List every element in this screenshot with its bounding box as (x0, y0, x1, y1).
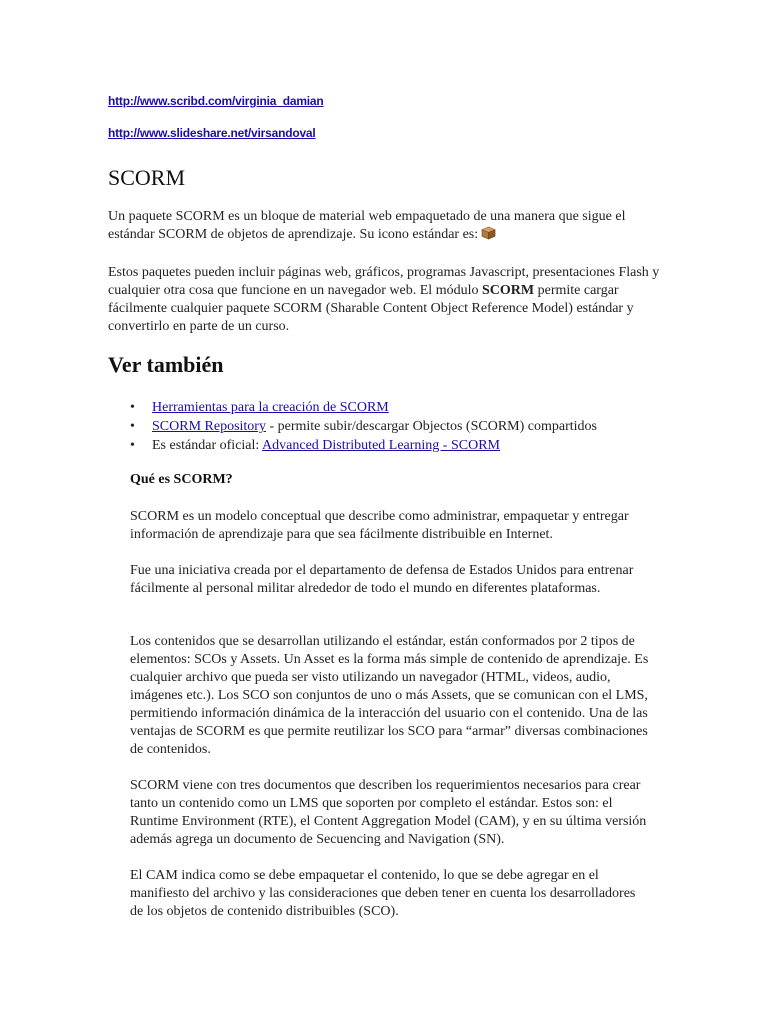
list-item (130, 436, 597, 455)
see-also-list (130, 398, 597, 455)
scorm-packages-text-before: Estos paquetes pueden incluir páginas web, gráficos, programas Javascript, presentaciones Flash y cualquier otra cosa que funcione en un navegador web. El módulo (108, 265, 660, 298)
scorm-tools-link[interactable]: Herramientas para la creación de SCORM (152, 400, 389, 415)
scorm-intro-text: Un paquete SCORM es un bloque de material web empaquetado de una manera que sigue el estándar SCORM de objetos de aprendizaje. Su icono estándar es: (108, 209, 626, 242)
definition-paragraph: SCORM es un modelo conceptual que describe como administrar, empaquetar y entregar información de aprendizaje para que sea fácilmente distribuible en Internet. (130, 509, 629, 542)
list-item (130, 398, 597, 417)
scorm-intro-paragraph (108, 208, 668, 244)
bullet-icon: • (130, 400, 135, 415)
adl-scorm-link[interactable]: Advanced Distributed Learning - SCORM (262, 438, 500, 453)
cam-paragraph: El CAM indica como se debe empaquetar el contenido, lo que se debe agregar en el manifiesto del archivo y las consideraciones que deben tener en cuenta los desarrolladores de los objetos de contenido distribuibles (SCO). (130, 868, 636, 919)
bullet-icon: • (130, 419, 135, 434)
documents-paragraph: SCORM viene con tres documentos que describen los requerimientos necesarios para crear tanto un contenido como un LMS que soporten por completo el estándar. Estos son: el Runtime Environment (RTE), el Content Aggregation Model (CAM), y en su última versión además agrega un documento de Secuencing and Navigation (SN). (130, 778, 647, 847)
scorm-packages-text-after: permite cargar fácilmente cualquier paquete SCORM (Sharable Content Object Reference Model) estándar y convertirlo en parte de un curso. (108, 283, 634, 334)
origin-paragraph: Fue una iniciativa creada por el departamento de defensa de Estados Unidos para entrenar fácilmente al personal militar alrededor de todo el mundo en diferentes plataformas. (130, 563, 634, 596)
scorm-repository-description: - permite subir/descargar Objectos (SCORM) compartidos (265, 419, 597, 434)
scribd-link[interactable]: http://www.scribd.com/virginia_damian (108, 94, 324, 108)
scorm-heading: SCORM (108, 165, 186, 190)
scorm-repository-link[interactable]: SCORM Repository (152, 419, 266, 434)
what-is-scorm-heading: Qué es SCORM? (130, 472, 233, 487)
package-box-icon (481, 226, 496, 240)
see-also-heading: Ver también (108, 352, 224, 377)
official-standard-label: Es estándar oficial: (152, 438, 263, 453)
scorm-module-bold: SCORM (481, 283, 535, 298)
slideshare-link[interactable]: http://www.slideshare.net/virsandoval (108, 126, 316, 140)
content-types-paragraph: Los contenidos que se desarrollan utilizando el estándar, están conformados por 2 tipos de elementos: SCOs y Assets. Un Asset es la forma más simple de contenido de aprendizaje. Es cualquier archivo que pueda ser visto utilizando un navegador (HTML, videos, audio, imágenes etc.). Los SCO son conjuntos de uno o más Assets, que se comunican con el LMS, permitiendo información dinámica de la interacción del usuario con el contenido. Una de las ventajas de SCORM es que permite reutilizar los SCO para “armar” diversas combinaciones de contenidos. (130, 634, 649, 757)
scorm-packages-paragraph (108, 264, 668, 336)
list-item (130, 417, 597, 436)
bullet-icon: • (130, 438, 135, 453)
